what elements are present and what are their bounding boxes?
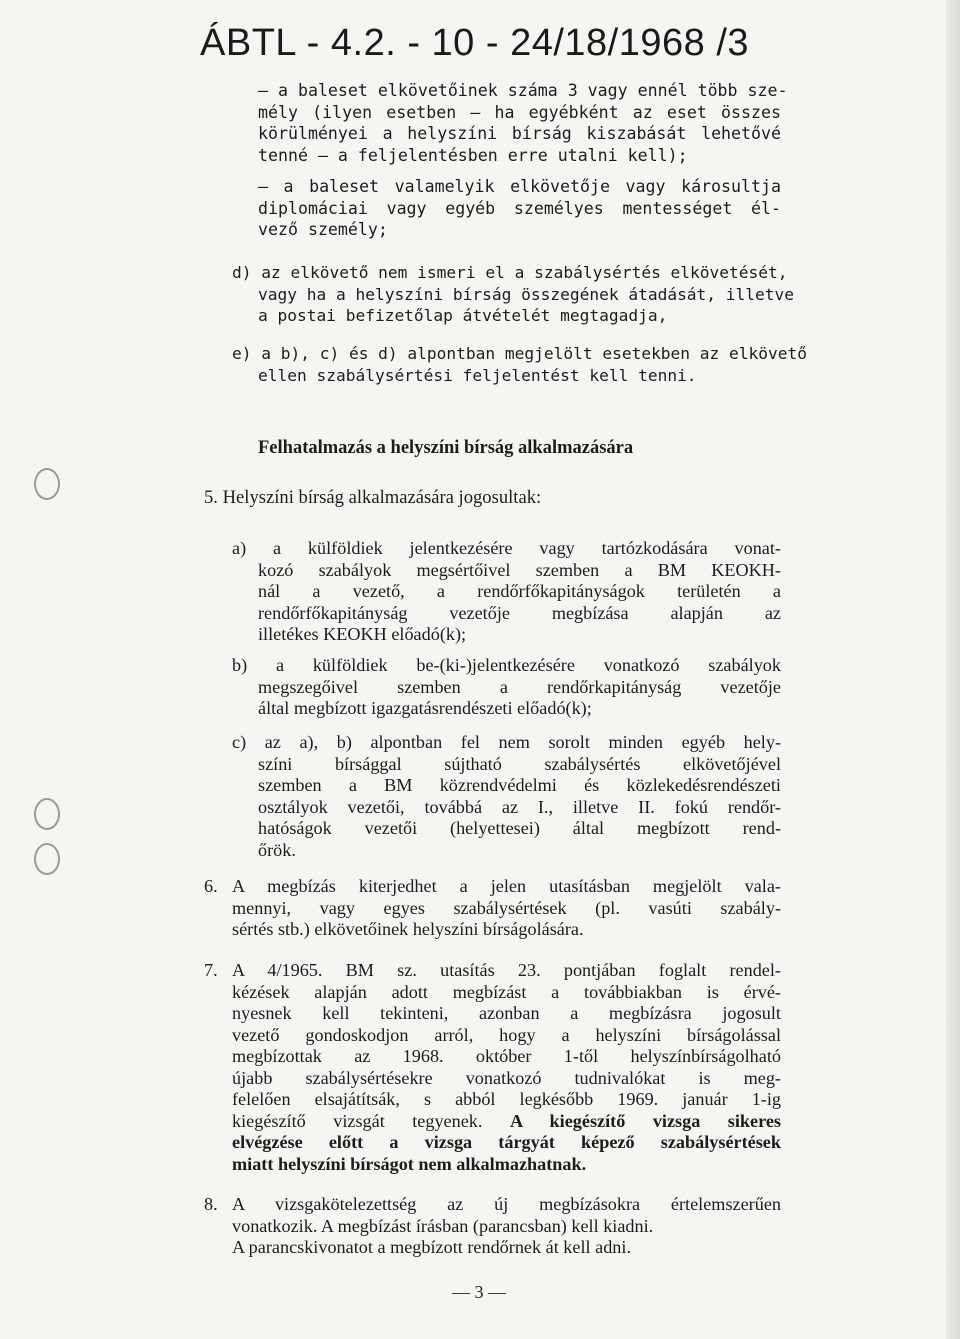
text-line: vagy ha a helyszíni bírság összegének átadását, illetve xyxy=(258,284,795,304)
text-line: diplomáciai vagy egyéb személyes mentességet él- xyxy=(258,198,781,218)
point-6-body xyxy=(232,876,781,941)
text-line: mély (ilyen esetben — ha egyébként az eset összes xyxy=(258,102,781,122)
text-line: A parancskivonatot a megbízott rendőrnek át kell adni. xyxy=(232,1237,631,1257)
text-line: rendőrfőkapitányság vezetője megbízása alapján az xyxy=(258,602,781,623)
point-7-body xyxy=(232,960,781,1175)
text-line xyxy=(232,1111,781,1133)
archive-reference: ÁBTL - 4.2. - 10 - 24/18/1968 /3 xyxy=(200,22,750,64)
text-line: felelően elsajátítsák, s abból legkésőbb 1969. január 1-ig xyxy=(232,1089,781,1109)
bold-line: miatt helyszíni bírságot nem alkalmazhatnak. xyxy=(232,1153,587,1174)
page-number: — 3 — xyxy=(452,1282,506,1302)
text-line: megbízottak az 1968. október 1-től helyszínbírságolható xyxy=(232,1046,781,1066)
point-number: 6. xyxy=(204,876,218,896)
lettered-item-e xyxy=(232,343,807,386)
point-number: 5. xyxy=(204,487,218,508)
point-5-intro xyxy=(204,487,541,509)
lettered-item-d xyxy=(232,262,795,327)
text-line: A vizsgakötelezettség az új megbízásokra értelemszerűen xyxy=(232,1194,781,1214)
punch-hole xyxy=(34,798,60,830)
text-line: A megbízás kiterjedhet a jelen utasításban megjelölt vala- xyxy=(232,876,781,896)
text-line: b) a külföldiek be-(ki-)jelentkezésére vonatkozó szabályok xyxy=(232,655,781,675)
text-segment: kiegészítő vizsgát tegyenek. xyxy=(232,1110,483,1131)
punch-hole xyxy=(34,468,60,500)
point-number: 8. xyxy=(204,1194,218,1214)
text-line: — a baleset elkövetőinek száma 3 vagy ennél több sze- xyxy=(258,81,788,100)
section-heading: Felhatalmazás a helyszíni bírság alkalmazására xyxy=(258,438,634,458)
text-line: újabb szabálysértésekre vonatkozó tudnivalókat is meg- xyxy=(232,1067,781,1088)
dash-item xyxy=(258,176,781,241)
text-line: szemben a BM közrendvédelmi és közlekedésrendészeti xyxy=(258,775,781,795)
text-line: ellen szabálysértési feljelentést kell tenni. xyxy=(258,365,697,385)
dash-item xyxy=(258,80,788,166)
text-line: — a baleset valamelyik elkövetője vagy károsultja xyxy=(258,177,781,196)
point-5-subitem-c xyxy=(232,732,781,861)
text-line: őrök. xyxy=(258,839,296,860)
text-line: c) az a), b) alpontban fel nem sorolt minden egyéb hely- xyxy=(232,732,781,752)
text-line: tenné — a feljelentésben erre utalni kell); xyxy=(258,145,688,165)
point-8-body xyxy=(232,1194,781,1259)
text-line: d) az elkövető nem ismeri el a szabálysértés elkövetését, xyxy=(232,263,788,282)
text-line: színi bírsággal sújtható szabálysértés elkövetőjével xyxy=(258,753,781,774)
text-line: nyesnek kell tekinteni, azonban a megbízásra jogosult xyxy=(232,1003,781,1023)
text-line: hatóságok vezetői (helyettesei) által megbízott rend- xyxy=(258,818,781,838)
text-line: illetékes KEOKH előadó(k); xyxy=(258,624,467,644)
text-line: kézések alapján adott megbízást a továbbiakban is érvé- xyxy=(232,981,781,1002)
text-line: körülményei a helyszíni bírság kiszabását lehetővé xyxy=(258,124,781,143)
text-line: osztályok vezetői, továbbá az I., illetve II. fokú rendőr- xyxy=(258,796,781,817)
text-line: által megbízott igazgatásrendészeti előadó(k); xyxy=(258,698,592,718)
point-number: 7. xyxy=(204,960,218,980)
punch-hole xyxy=(34,843,60,875)
bold-segment: A kiegészítő vizsga sikeres xyxy=(509,1110,782,1131)
text-line: vező személy; xyxy=(258,220,388,239)
text-line: vezető gondoskodjon arról, hogy a helyszíni bírságolással xyxy=(232,1024,781,1045)
text-line: mennyi, vagy egyes szabálysértések (pl. vasúti szabály- xyxy=(232,897,781,918)
text-line: a postai befizetőlap átvételét megtagadja, xyxy=(258,306,668,325)
text-line: kozó szabályok megsértőivel szemben a BM KEOKH- xyxy=(258,559,781,580)
text-line: vonatkozik. A megbízást írásban (parancsban) kell kiadni. xyxy=(232,1215,654,1236)
point-5-subitem-b xyxy=(232,655,781,720)
text-line: A 4/1965. BM sz. utasítás 23. pontjában foglalt rendel- xyxy=(232,960,781,980)
text-line: nál a vezető, a rendőrfőkapitányságok területén a xyxy=(258,581,781,601)
bold-line: elvégzése előtt a vizsga tárgyát képező szabálysértések xyxy=(232,1132,781,1152)
text-line: megszegőivel szemben a rendőrkapitányság vezetője xyxy=(258,676,781,697)
paper-edge xyxy=(946,0,960,1339)
point-5-subitem-a xyxy=(232,538,781,646)
text-line: e) a b), c) és d) alpontban megjelölt esetekben az elkövető xyxy=(232,344,807,363)
text-line: Helyszíni bírság alkalmazására jogosultak: xyxy=(222,487,542,508)
text-line: sértés stb.) elkövetőinek helyszíni bírságolására. xyxy=(232,919,584,939)
text-line: a) a külföldiek jelentkezésére vagy tartózkodására vonat- xyxy=(232,538,781,558)
